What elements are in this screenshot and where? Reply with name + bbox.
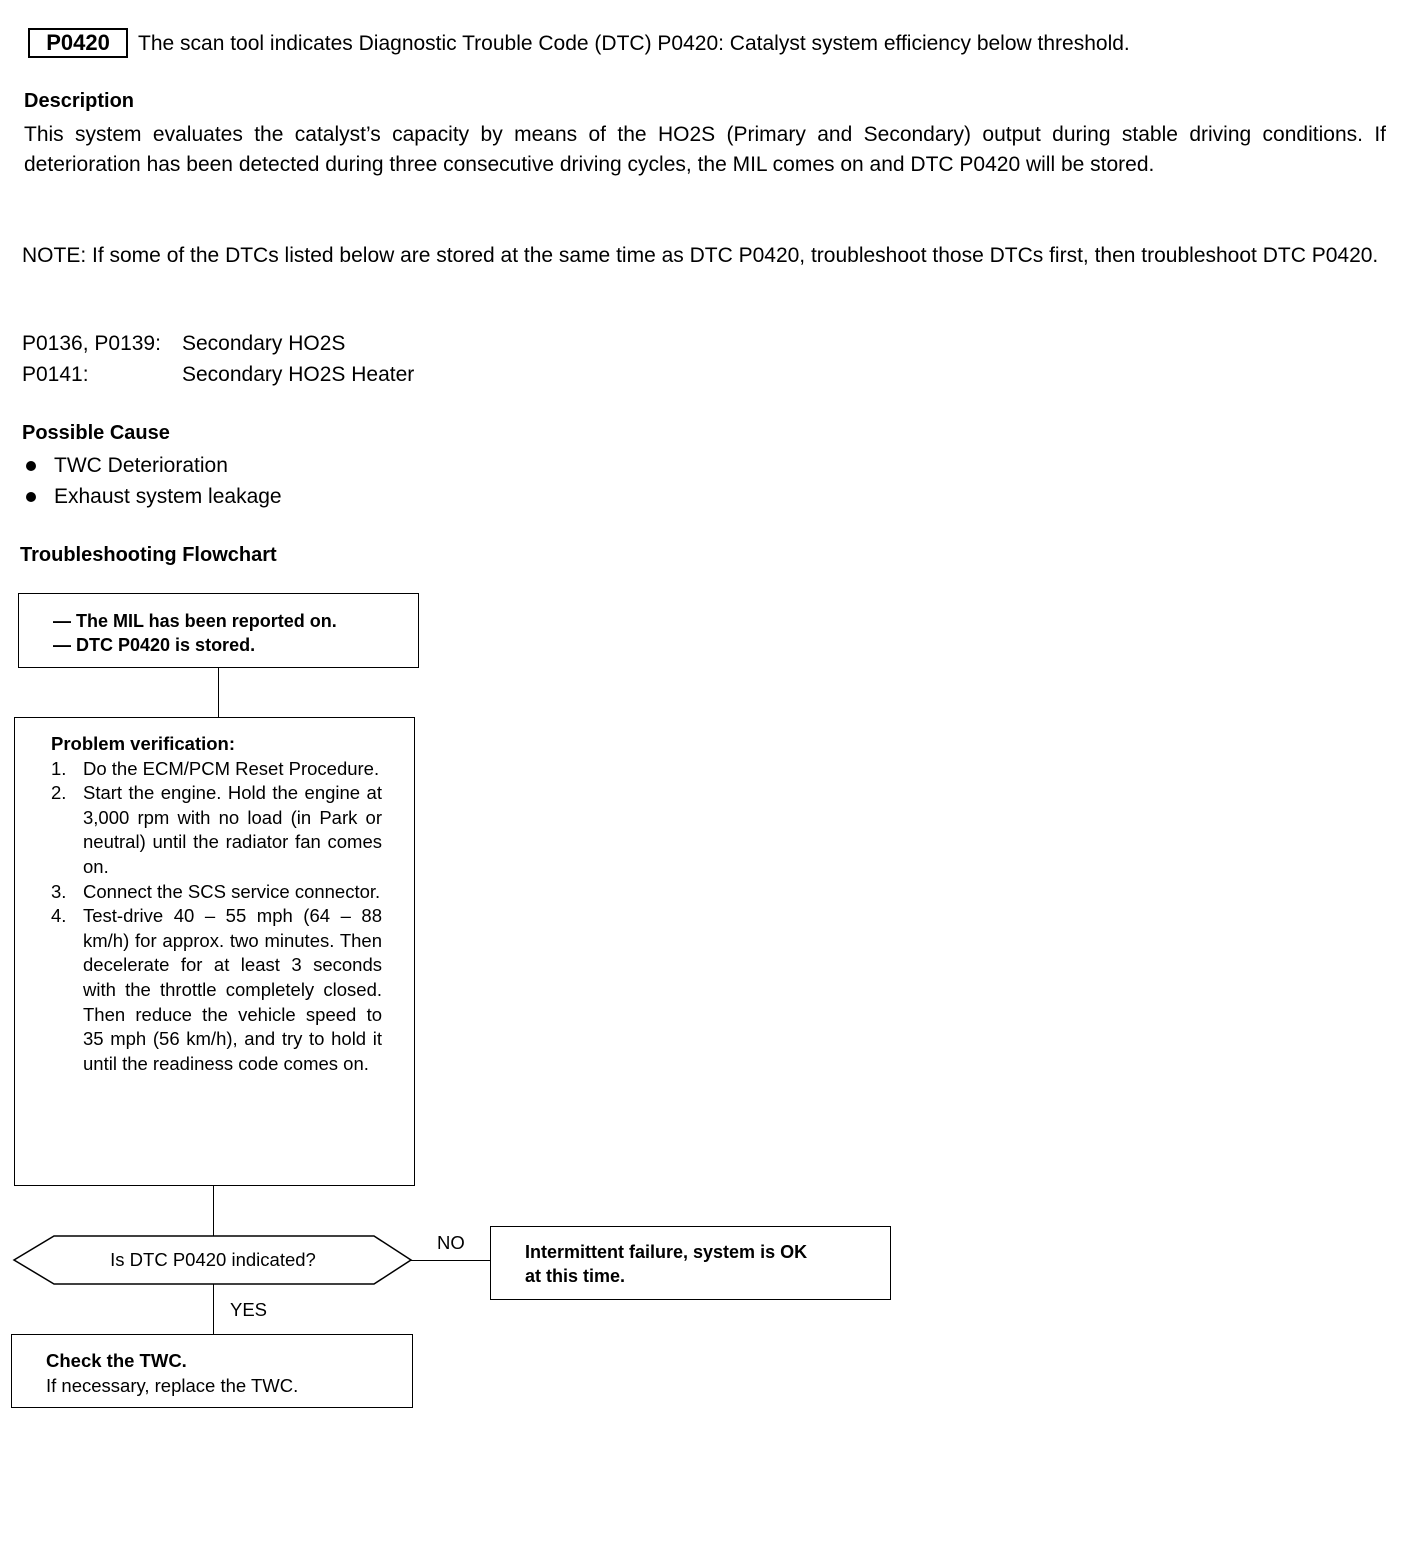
note-text: NOTE: If some of the DTCs listed below are stored at the same time as DTC P0420, troubleshoot those DTCs first, then troubleshoot DTC P0420. [22, 244, 1379, 267]
no-result-line-2: at this time. [525, 1266, 626, 1286]
flow-connector-1 [218, 667, 219, 718]
step-text: Do the ECM/PCM Reset Procedure. [83, 757, 380, 779]
verification-steps [51, 757, 382, 1077]
list-item [51, 757, 382, 782]
step-text: Test-drive 40 – 55 mph (64 – 88 km/h) for approx. two minutes. Then decelerate for at least 3 seconds with the throttle completely closed. Then reduce the vehicle speed to 35 mph (56 km/h), and try to hold it until the readiness code comes on. [83, 905, 382, 1074]
flow-no-label: NO [437, 1232, 465, 1253]
step-text: Connect the SCS service connector. [83, 880, 381, 902]
list-item [51, 880, 382, 905]
flow-start-line-1: — The MIL has been reported on. [53, 611, 337, 631]
flow-start-line-2: — DTC P0420 is stored. [53, 635, 256, 655]
flow-yes-label: YES [230, 1299, 268, 1320]
possible-cause-heading: Possible Cause [22, 422, 170, 444]
list-item [51, 904, 382, 1076]
dtc-list-desc-1: Secondary HO2S [182, 332, 346, 355]
possible-cause-list [22, 450, 282, 512]
flowchart-heading: Troubleshooting Flowchart [20, 544, 277, 566]
flow-decision-text: Is DTC P0420 indicated? [110, 1249, 316, 1270]
dtc-list-codes-1: P0136, P0139: [22, 332, 161, 355]
list-item: TWC Deterioration [22, 450, 282, 481]
flow-start-box [18, 593, 419, 668]
step-number: 3. [51, 880, 67, 902]
step-number: 1. [51, 757, 67, 779]
description-heading: Description [24, 90, 135, 112]
list-item: Exhaust system leakage [22, 481, 282, 512]
dtc-list-codes-2: P0141: [22, 363, 89, 386]
no-result-line-1: Intermittent failure, system is OK [525, 1242, 808, 1262]
step-number: 2. [51, 782, 67, 804]
flow-verification-box [14, 717, 415, 1186]
list-item [51, 781, 382, 879]
flow-yes-result-box [11, 1334, 413, 1408]
dtc-list-desc-2: Secondary HO2S Heater [182, 363, 415, 386]
yes-result-bold: Check the TWC. [46, 1350, 187, 1371]
step-number: 4. [51, 905, 67, 927]
flow-no-result-box [490, 1226, 891, 1300]
step-text: Start the engine. Hold the engine at 3,000 rpm with no load (in Park or neutral) until the radiator fan comes on. [83, 782, 382, 877]
description-body: This system evaluates the catalyst’s capacity by means of the HO2S (Primary and Secondary) output during stable driving conditions. If deterioration has been detected during three consecutive driving cycles, the MIL comes on and DTC P0420 will be stored. [24, 123, 1386, 176]
header-text: The scan tool indicates Diagnostic Trouble Code (DTC) P0420: Catalyst system efficiency below threshold. [138, 32, 1130, 55]
yes-result-text: If necessary, replace the TWC. [46, 1375, 299, 1396]
dtc-code-box: P0420 [28, 28, 128, 58]
verification-title: Problem verification: [51, 733, 236, 754]
